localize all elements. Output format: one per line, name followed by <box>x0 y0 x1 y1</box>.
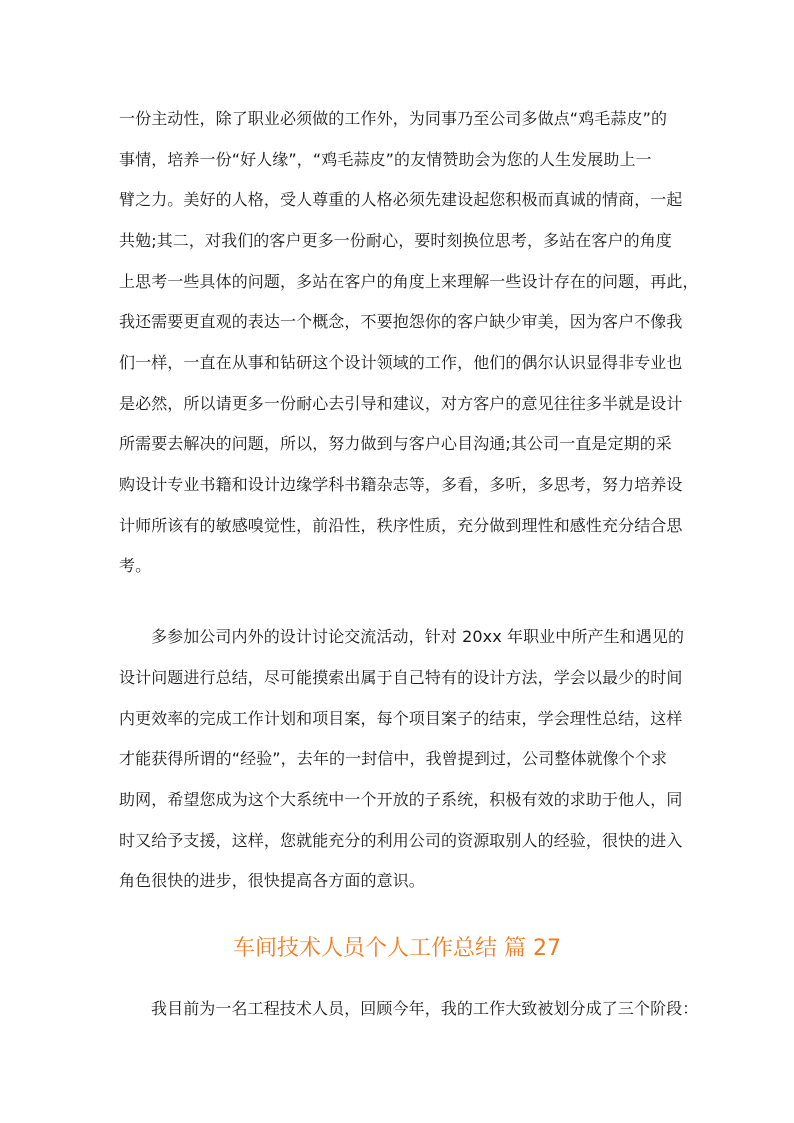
text-line: 多参加公司内外的设计讨论交流活动，针对 20xx 年职业中所产生和遇见的 <box>151 627 685 646</box>
text-line: 共勉;其二，对我们的客户更多一份耐心，要时刻换位思考，多站在客户的角度 <box>119 231 672 250</box>
text-line: 时又给予支援，这样，您就能充分的利用公司的资源取别人的经验，很快的进入 <box>119 831 683 850</box>
text-line: 内更效率的完成工作计划和项目案，每个项目案子的结束，学会理性总结，这样 <box>119 709 683 728</box>
text-line: 是必然，所以请更多一份耐心去引导和建议，对方客户的意见往往多半就是设计 <box>119 394 683 413</box>
text-line: 我目前为一名工程技术人员，回顾今年，我的工作大致被划分成了三个阶段： <box>151 999 699 1018</box>
text-line: 所需要去解决的问题，所以，努力做到与客户心目沟通;其公司一直是定期的采 <box>119 434 672 453</box>
text-line: 才能获得所谓的“经验”，去年的一封信中，我曾提到过，公司整体就像个个求 <box>119 749 668 768</box>
text-line: 一份主动性，除了职业必须做的工作外，为同事乃至公司多做点“鸡毛蒜皮”的 <box>119 109 668 128</box>
text-line: 助网，希望您成为这个大系统中一个开放的子系统，积极有效的求助于他人，同 <box>119 790 683 809</box>
text-line: 购设计专业书籍和设计边缘学科书籍杂志等，多看，多听，多思考，努力培养设 <box>119 475 683 494</box>
text-line: 考。 <box>119 556 152 575</box>
text-line: 事情，培养一份“好人缘”，“鸡毛蒜皮”的友情赞助会为您的人生发展助上一 <box>119 150 652 169</box>
text-line: 上思考一些具体的问题，多站在客户的角度上来理解一些设计存在的问题，再此， <box>119 272 699 291</box>
text-line: 我还需要更直观的表达一个概念，不要抱怨你的客户缺少审美，因为客户不像我 <box>119 312 683 331</box>
text-line: 计师所该有的敏感嗅觉性，前沿性，秩序性质，充分做到理性和感性充分结合思 <box>119 516 683 535</box>
text-line: 们一样，一直在从事和钻研这个设计领域的工作，他们的偶尔认识显得非专业也 <box>119 353 683 372</box>
text-line: 设计问题进行总结，尽可能摸索出属于自己特有的设计方法，学会以最少的时间 <box>119 668 683 687</box>
text-line: 角色很快的进步，很快提高各方面的意识。 <box>119 871 425 890</box>
section-heading: 车间技术人员个人工作总结 篇 27 <box>233 936 561 961</box>
text-line: 臂之力。美好的人格，受人尊重的人格必须先建设起您积极而真诚的情商，一起 <box>119 190 683 209</box>
